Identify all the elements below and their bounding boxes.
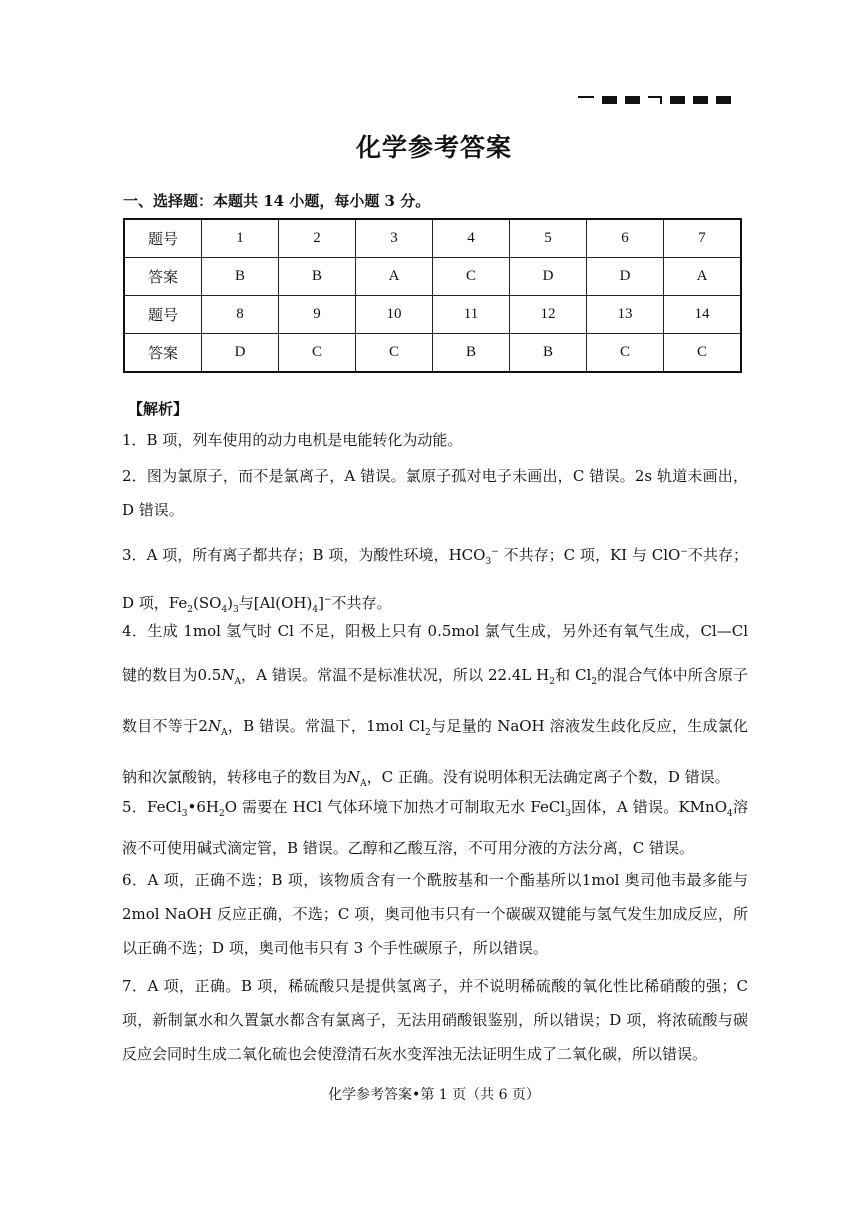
- mark-block: [693, 96, 708, 104]
- table-cell: 10: [356, 296, 433, 334]
- analysis-item-4: 4．生成 1mol 氢气时 Cl 不足，阳极上只有 0.5mol 氯气生成，另外还有氧气生成，Cl—Cl 键的数目为$0.5N_A$，A 错误。常温不是标准状况，所以 22.4L $H_2$和 $Cl_2$的混合气体中所含原子数目不等于$2N_A$，B 错误。常温下，1mol $Cl_2$与足量的 NaOH 溶液发生歧化反应，生成氯化钠和次氯酸钠，转移电子的数目为$N_A$，C 正确。没有说明体积无法确定离子个数，D 错误。: [122, 622, 748, 789]
- row-label: 题号: [124, 219, 202, 258]
- mark-block: [716, 96, 731, 104]
- row-label: 答案: [124, 258, 202, 296]
- table-cell: 2: [279, 219, 356, 258]
- table-cell: C: [356, 334, 433, 373]
- table-cell: B: [433, 334, 510, 373]
- table-cell: 5: [510, 219, 587, 258]
- header-marks: [578, 96, 731, 104]
- analysis-item-2: 2．图为氯原子，而不是氯离子，A 错误。氯原子孤对电子未画出，C 错误。2s 轨道未画出，D 错误。: [122, 467, 748, 519]
- table-cell: C: [587, 334, 664, 373]
- table-cell: C: [279, 334, 356, 373]
- table-row: [124, 296, 741, 334]
- table-cell: 14: [664, 296, 742, 334]
- table-cell: 1: [202, 219, 279, 258]
- table-cell: A: [356, 258, 433, 296]
- analysis-item-7: 7．A 项，正确。B 项，稀硫酸只是提供氢离子，并不说明稀硫酸的氧化性比稀硝酸的强；C 项，新制氯水和久置氯水都含有氯离子，无法用硝酸银鉴别，所以错误；D 项，将浓硫酸与碳反应会同时生成二氧化硫也会使澄清石灰水变浑浊无法证明生成了二氧化碳，所以错误。: [122, 977, 748, 1063]
- table-cell: 3: [356, 219, 433, 258]
- table-cell: 8: [202, 296, 279, 334]
- table-cell: 7: [664, 219, 742, 258]
- table-row: [124, 219, 741, 258]
- table-cell: D: [587, 258, 664, 296]
- table-row: [124, 334, 741, 373]
- mark-block: [602, 96, 617, 104]
- table-cell: D: [510, 258, 587, 296]
- table-cell: 12: [510, 296, 587, 334]
- table-cell: 4: [433, 219, 510, 258]
- answer-table: [123, 218, 742, 373]
- page-footer: 化学参考答案•第 1 页（共 6 页）: [328, 1087, 540, 1103]
- analysis-item-5: 5．$FeCl_3•6H_2O$ 需要在 HCl 气体环境下加热才可制取无水 FeCl$_3$固体，A 错误。KMnO$_4$溶液不可使用碱式滴定管，B 错误。乙醇和乙酸互溶，不可用分液的方法分离，C 错误。: [122, 798, 748, 857]
- mark-line: [578, 96, 594, 98]
- row-label: 题号: [124, 296, 202, 334]
- analysis-item-1: 1．B 项，列车使用的动力电机是电能转化为动能。: [122, 431, 463, 449]
- mark-hook: [648, 96, 662, 104]
- table-row: [124, 258, 741, 296]
- mark-block: [625, 96, 640, 104]
- section-heading: 一、选择题：本题共 14 小题，每小题 3 分。: [123, 192, 431, 210]
- table-cell: B: [510, 334, 587, 373]
- table-cell: A: [664, 258, 742, 296]
- table-cell: C: [664, 334, 742, 373]
- table-cell: C: [433, 258, 510, 296]
- table-cell: B: [202, 258, 279, 296]
- row-label: 答案: [124, 334, 202, 373]
- page-title: 化学参考答案: [355, 133, 512, 162]
- analysis-heading: 【解析】: [128, 400, 189, 418]
- mark-block: [670, 96, 685, 104]
- table-cell: 11: [433, 296, 510, 334]
- table-cell: 6: [587, 219, 664, 258]
- table-cell: 9: [279, 296, 356, 334]
- analysis-item-3: 3．A 项，所有离子都共存；B 项，为酸性环境，$HCO_3^-$ 不共存；C 项，KI 与 ClO−不共存；D 项，$Fe_2(SO_4)_3$与$[Al(OH)_4]^-$不共存。: [122, 546, 748, 615]
- analysis-item-6: 6．A 项，正确不选；B 项，该物质含有一个酰胺基和一个酯基所以1mol 奥司他韦最多能与 2mol NaOH 反应正确，不选；C 项，奥司他韦只有一个碳碳双键能与氢气发生加成反应，所以正确不选；D 项，奥司他韦只有 3 个手性碳原子，所以错误。: [122, 871, 748, 957]
- table-cell: B: [279, 258, 356, 296]
- table-cell: 13: [587, 296, 664, 334]
- table-cell: D: [202, 334, 279, 373]
